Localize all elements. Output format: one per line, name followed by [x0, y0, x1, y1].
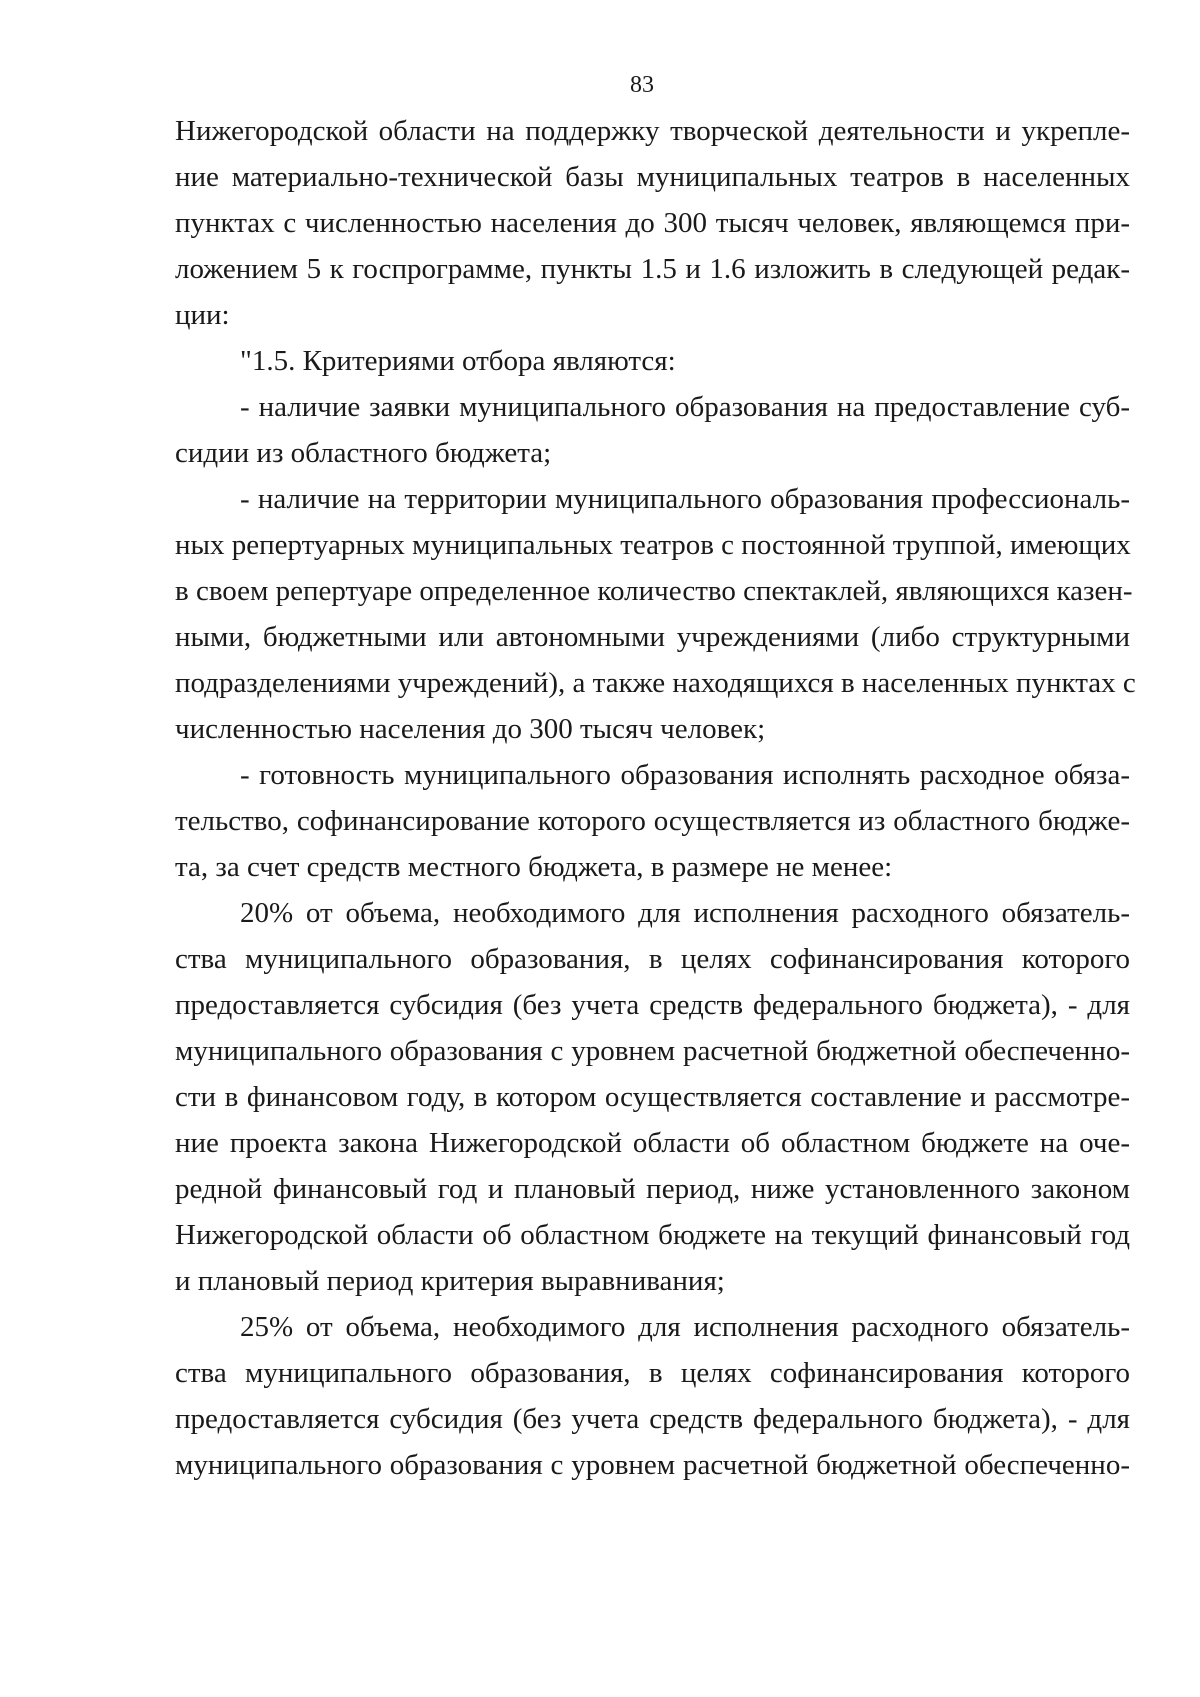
- text-line: муниципального образования с уровнем расчетной бюджетной обеспеченно-: [175, 1449, 1130, 1481]
- text-line: ства муниципального образования, в целях софинансирования которого: [175, 943, 1130, 975]
- text-line: сидии из областного бюджета;: [175, 437, 552, 469]
- text-line: - готовность муниципального образования исполнять расходное обяза-: [240, 759, 1130, 791]
- text-line: предоставляется субсидия (без учета средств федерального бюджета), - для: [175, 1403, 1130, 1435]
- text-line: пунктах с численностью населения до 300 тысяч человек, являющемся при-: [175, 207, 1130, 239]
- text-line: подразделениями учреждений), а также находящихся в населенных пунктах с: [175, 667, 1136, 699]
- text-line: 25% от объема, необходимого для исполнения расходного обязатель-: [240, 1311, 1130, 1343]
- text-line: редной финансовый год и плановый период, ниже установленного законом: [175, 1173, 1130, 1205]
- text-line: ции:: [175, 299, 230, 331]
- text-line: - наличие заявки муниципального образования на предоставление суб-: [240, 391, 1130, 423]
- text-line: в своем репертуаре определенное количество спектаклей, являющихся казен-: [175, 575, 1133, 607]
- text-line: "1.5. Критериями отбора являются:: [240, 345, 676, 377]
- page-number: 83: [630, 72, 654, 98]
- text-line: ние проекта закона Нижегородской области об областном бюджете на оче-: [175, 1127, 1130, 1159]
- text-line: и плановый период критерия выравнивания;: [175, 1265, 725, 1297]
- text-line: сти в финансовом году, в котором осуществляется составление и рассмотре-: [175, 1081, 1130, 1113]
- text-line: ние материально-технической базы муниципальных театров в населенных: [175, 161, 1130, 193]
- text-line: предоставляется субсидия (без учета средств федерального бюджета), - для: [175, 989, 1130, 1021]
- text-line: Нижегородской области об областном бюджете на текущий финансовый год: [175, 1219, 1130, 1251]
- text-line: Нижегородской области на поддержку творческой деятельности и укрепле-: [175, 115, 1130, 147]
- text-line: та, за счет средств местного бюджета, в размере не менее:: [175, 851, 893, 883]
- text-line: ными, бюджетными или автономными учреждениями (либо структурными: [175, 621, 1130, 653]
- text-line: численностью населения до 300 тысяч человек;: [175, 713, 766, 745]
- text-line: 20% от объема, необходимого для исполнения расходного обязатель-: [240, 897, 1130, 929]
- text-line: тельство, софинансирование которого осуществляется из областного бюдже-: [175, 805, 1130, 837]
- text-line: ных репертуарных муниципальных театров с постоянной труппой, имеющих: [175, 529, 1131, 561]
- text-line: муниципального образования с уровнем расчетной бюджетной обеспеченно-: [175, 1035, 1130, 1067]
- text-line: ложением 5 к госпрограмме, пункты 1.5 и 1.6 изложить в следующей редак-: [175, 253, 1130, 285]
- text-line: ства муниципального образования, в целях софинансирования которого: [175, 1357, 1130, 1389]
- text-line: - наличие на территории муниципального образования профессиональ-: [240, 483, 1130, 515]
